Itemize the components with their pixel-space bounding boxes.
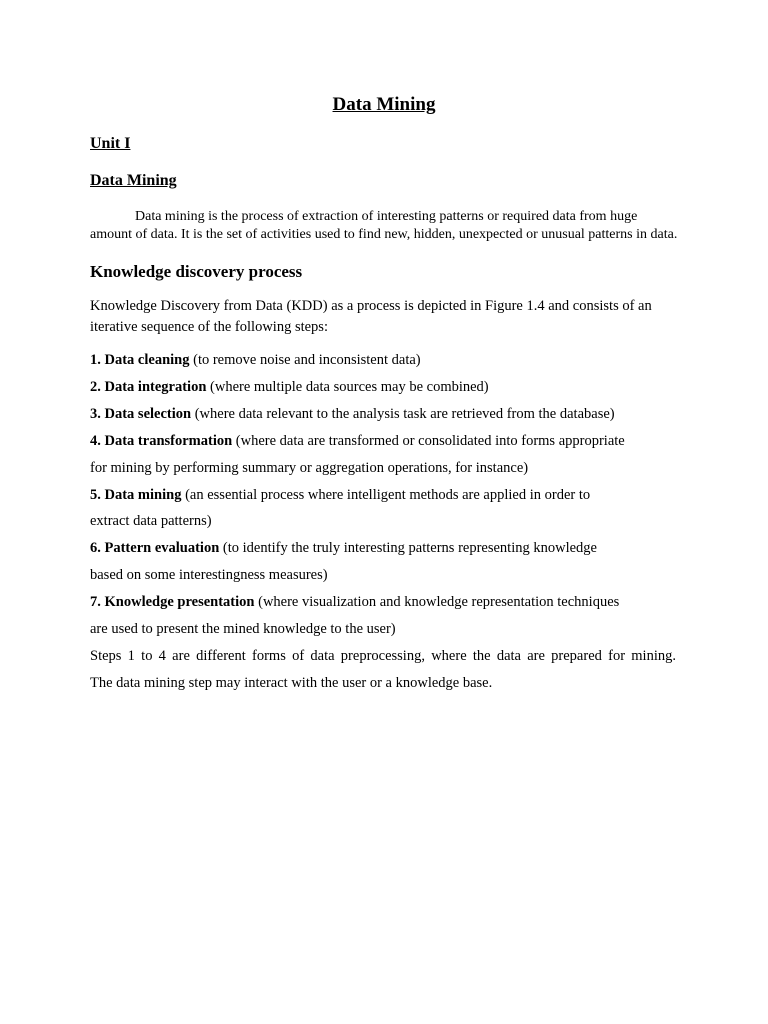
kdd-paragraph: Knowledge Discovery from Data (KDD) as a process is depicted in Figure 1.4 and consists of an iterative sequence of the following steps: — [90, 298, 652, 335]
step-4-continuation: for mining by performing summary or aggregation operations, for instance) — [90, 460, 529, 476]
closing-line-2: The data mining step may interact with the user or a knowledge base. — [90, 675, 493, 691]
step-6 — [90, 539, 597, 557]
step-5-continuation: extract data patterns) — [90, 513, 212, 529]
document-title: Data Mining — [332, 94, 436, 115]
step-6-text: (to identify the truly interesting patterns representing knowledge — [219, 540, 597, 556]
step-2 — [90, 378, 489, 396]
step-3-text: (where data relevant to the analysis task are retrieved from the database) — [191, 406, 615, 422]
step-2-text: (where multiple data sources may be combined) — [206, 379, 489, 395]
step-5-text: (an essential process where intelligent methods are applied in order to — [181, 487, 591, 503]
step-6-label: 6. Pattern evaluation — [90, 540, 220, 556]
section-heading: Data Mining — [90, 172, 177, 189]
step-7-label: 7. Knowledge presentation — [90, 594, 255, 610]
intro-paragraph: Data mining is the process of extraction of interesting patterns or required data from huge amount of data. It is the set of activities used to find new, hidden, unexpected or unusual patterns in data. — [90, 209, 678, 242]
step-2-label: 2. Data integration — [90, 379, 207, 395]
step-6-continuation: based on some interestingness measures) — [90, 567, 328, 583]
step-1-label: 1. Data cleaning — [90, 352, 190, 368]
step-1-text: (to remove noise and inconsistent data) — [189, 352, 421, 368]
step-7-text: (where visualization and knowledge representation techniques — [254, 594, 620, 610]
step-5 — [90, 486, 590, 504]
knowledge-discovery-heading: Knowledge discovery process — [90, 262, 303, 281]
step-7-continuation: are used to present the mined knowledge to the user) — [90, 621, 396, 637]
closing-line-1: Steps 1 to 4 are different forms of data preprocessing, where the data are prepared for mining. — [90, 648, 676, 664]
step-5-label: 5. Data mining — [90, 487, 182, 503]
step-3 — [90, 405, 615, 423]
step-1 — [90, 351, 421, 369]
step-4-label: 4. Data transformation — [90, 433, 233, 449]
step-3-label: 3. Data selection — [90, 406, 192, 422]
step-7 — [90, 593, 619, 611]
unit-heading: Unit I — [90, 135, 131, 152]
step-4-text: (where data are transformed or consolidated into forms appropriate — [232, 433, 625, 449]
step-4 — [90, 432, 625, 450]
